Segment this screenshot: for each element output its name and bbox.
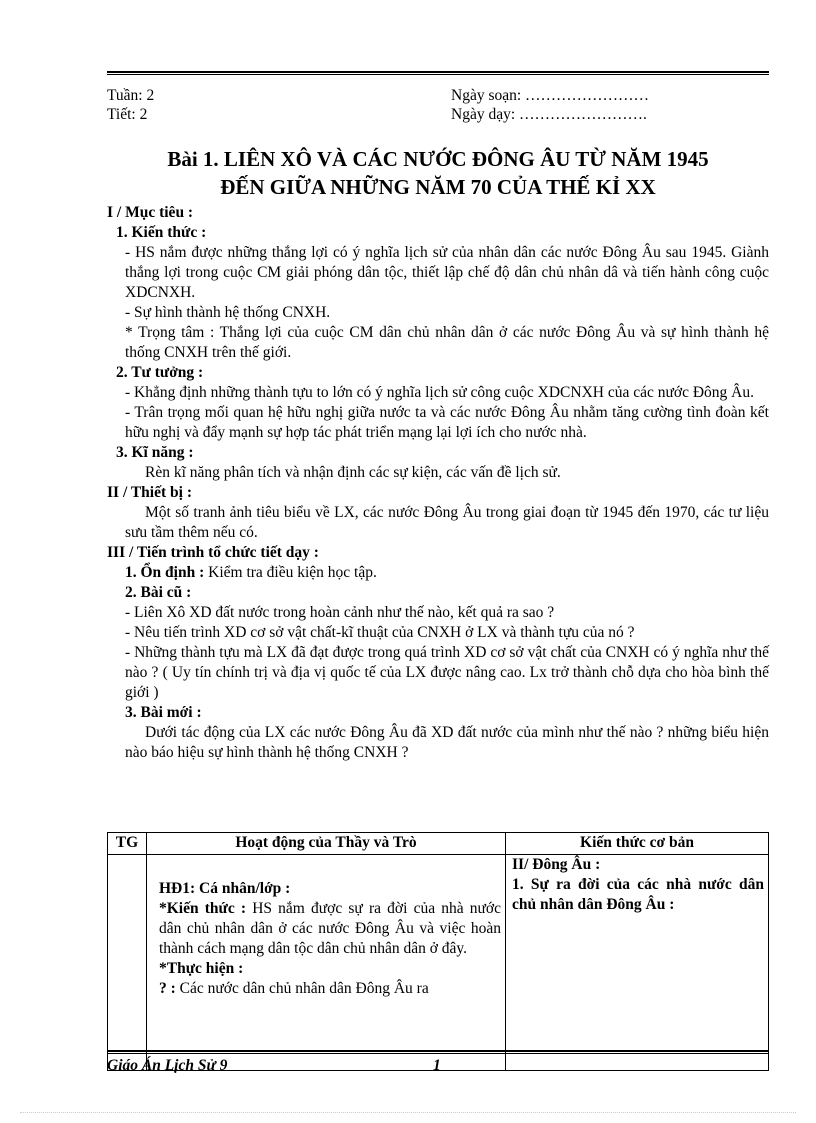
activity-knowledge-text: HS nắm được sự ra đời của nhà nước dân chủ nhân dân ở các nước Đông Âu và việc hoàn thành cách mạng dân tộc dân chủ nhân dân ở đây. xyxy=(159,900,501,957)
teach-date-label: Ngày dạy: ……………………. xyxy=(451,106,647,123)
procedure-heading: III / Tiến trình tổ chức tiết dạy : xyxy=(107,544,319,561)
equipment-heading: II / Thiết bị : xyxy=(107,484,192,501)
lesson-title-line2: ĐẾN GIỮA NHỮNG NĂM 70 CỦA THẾ KỈ XX xyxy=(220,175,656,199)
new-lesson-heading: 3. Bài mới : xyxy=(125,704,202,721)
table-header-row xyxy=(108,833,769,855)
activity-cell xyxy=(147,855,506,1071)
activity-knowledge-label: *Kiến thức : xyxy=(159,900,247,917)
table-row xyxy=(108,855,769,1071)
stabilize-line xyxy=(107,563,769,583)
knowledge-cell-subheading: 1. Sự ra đời của các nhà nước dân chủ nhân dân Đông Âu : xyxy=(512,876,764,913)
week-label: Tuần: 2 xyxy=(107,87,155,104)
prep-date-label: Ngày soạn: …………………… xyxy=(451,87,650,104)
period-label: Tiết: 2 xyxy=(107,106,148,123)
equipment-text: Một số tranh ảnh tiêu biểu về LX, các nước Đông Âu trong giai đoạn từ 1945 đến 1970, các tư liệu sưu tầm thêm nếu có. xyxy=(125,504,769,541)
knowledge-cell xyxy=(506,855,769,1071)
header-rule xyxy=(107,71,769,75)
col-header-time: TG xyxy=(108,833,147,855)
stabilize-text: Kiểm tra điều kiện học tập. xyxy=(204,564,377,581)
page-bottom-border xyxy=(20,1112,796,1113)
page-number: 1 xyxy=(433,1057,441,1074)
activity-title: HĐ1: Cá nhân/lớp : xyxy=(159,880,291,897)
lesson-body xyxy=(107,203,769,763)
skill-item-1: Rèn kĩ năng phân tích và nhận định các sự kiện, các vấn đề lịch sử. xyxy=(145,464,561,481)
lesson-title-line1: Bài 1. LIÊN XÔ VÀ CÁC NƯỚC ĐÔNG ÂU TỪ NĂM 1945 xyxy=(167,147,709,171)
activity-knowledge xyxy=(159,899,501,959)
new-lesson-text: Dưới tác động của LX các nước Đông Âu đã XD đất nước của mình như thế nào ? những biểu hiện nào báo hiệu sự hình thành hệ thống CNXH ? xyxy=(125,724,769,761)
knowledge-focus: * Trọng tâm : Thắng lợi của cuộc CM dân chủ nhân dân ở các nước Đông Âu và sự hình thành hệ thống CNXH trên thế giới. xyxy=(125,324,769,361)
activity-question-text: Các nước dân chủ nhân dân Đông Âu ra xyxy=(175,980,429,997)
footer-title: Giáo Án Lịch Sử 9 xyxy=(107,1057,228,1074)
review-item-1: - Liên Xô XD đất nước trong hoàn cảnh như thế nào, kết quả ra sao ? xyxy=(125,604,555,621)
footer-rule xyxy=(107,1050,769,1054)
knowledge-item-1: - HS nắm được những thắng lợi có ý nghĩa lịch sử của nhân dân các nước Đông Âu sau 1945. Giành thắng lợi trong cuộc CM giải phóng dân tộc, thiết lập chế độ dân chủ nhân dâ và tiến hành công cuộc XDCNXH. xyxy=(125,244,769,301)
review-item-2: - Nêu tiến trình XD cơ sở vật chất-kĩ thuật của CNXH ở LX và thành tựu của nó ? xyxy=(125,624,635,641)
thought-item-2: - Trân trọng mối quan hệ hữu nghị giữa nước ta và các nước Đông Âu nhằm tăng cường tình đoàn kết hữu nghị và đẩy mạnh sự hợp tác phát triển mạng lại lợi ích cho nước nhà. xyxy=(125,404,769,441)
review-heading: 2. Bài cũ : xyxy=(125,584,192,601)
question-mark-label: ? : xyxy=(159,980,176,997)
knowledge-heading: 1. Kiến thức : xyxy=(116,224,207,241)
knowledge-item-2: - Sự hình thành hệ thống CNXH. xyxy=(125,304,331,321)
stabilize-label: 1. Ổn định : xyxy=(125,564,205,581)
activity-do-label: *Thực hiện : xyxy=(159,960,244,977)
col-header-activity: Hoạt động của Thầy và Trò xyxy=(147,833,506,855)
activity-question xyxy=(159,979,501,999)
knowledge-cell-heading: II/ Đông Âu : xyxy=(512,856,601,873)
objectives-heading: I / Mục tiêu : xyxy=(107,204,194,221)
col-header-knowledge: Kiến thức cơ bản xyxy=(506,833,769,855)
skill-heading: 3. Kĩ năng : xyxy=(116,444,194,461)
review-item-3: - Những thành tựu mà LX đã đạt được trong quá trình XD cơ sở vật chất của CNXH có ý nghĩa như thế nào ? ( Uy tín chính trị và địa vị quốc tế của LX được nâng cao. Lx trở thành chỗ dựa cho hòa bình thế giới ) xyxy=(125,644,769,701)
time-cell xyxy=(108,855,147,1071)
thought-item-1: - Khẳng định những thành tựu to lớn có ý nghĩa lịch sử công cuộc XDCNXH của các nước Đông Âu. xyxy=(125,384,754,401)
thought-heading: 2. Tư tưởng : xyxy=(116,364,204,381)
lesson-table xyxy=(107,832,769,1071)
